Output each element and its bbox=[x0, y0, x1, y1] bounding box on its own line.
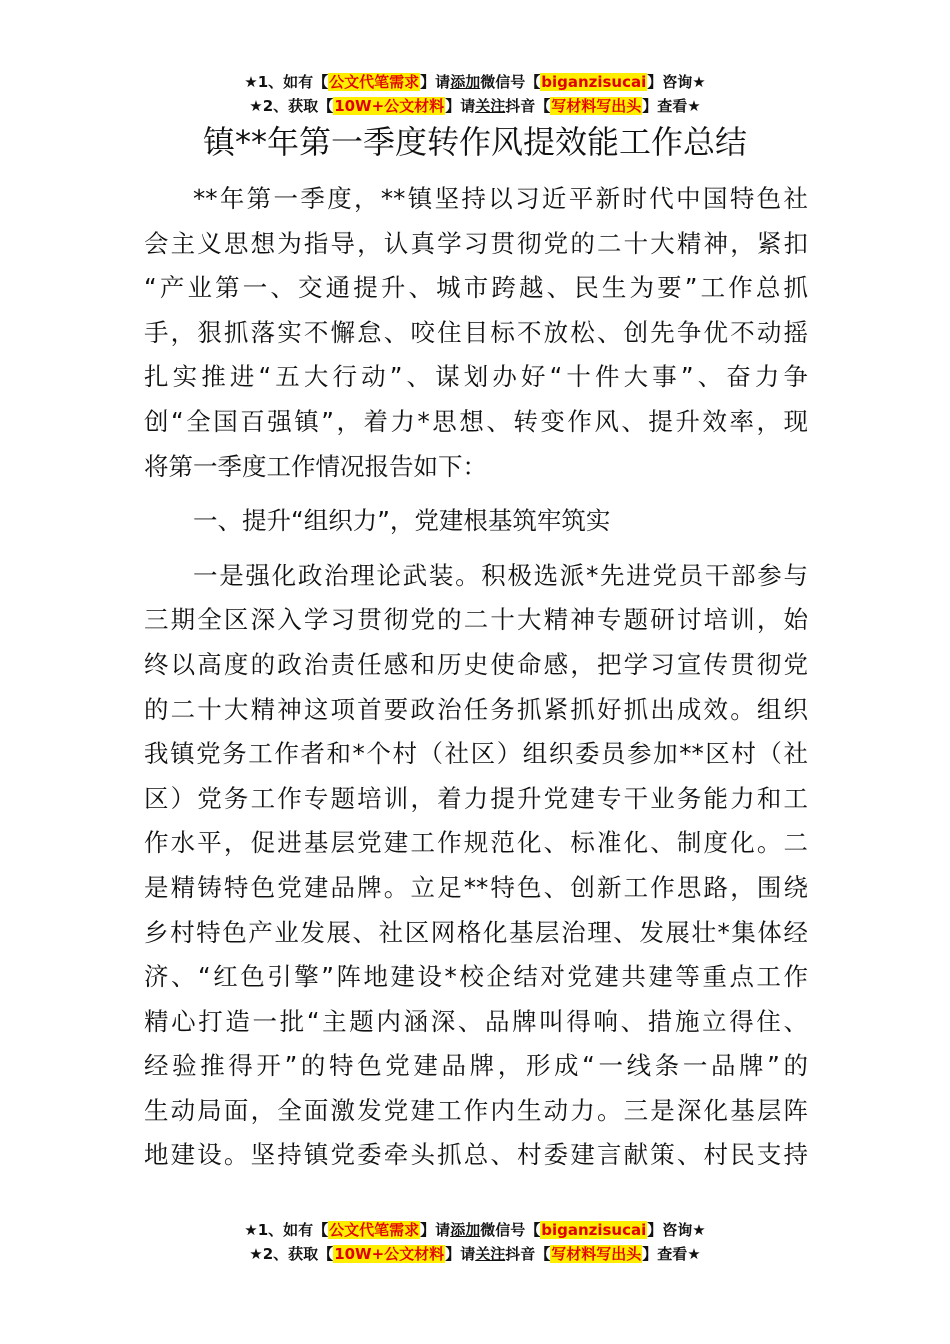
paragraph-1-line: 扎实推进“五大行动”、谋划办好“十件大事”、奋力争 bbox=[144, 362, 808, 392]
paragraph-2-line: 济、“红色引擎”阵地建设*校企结对党建共建等重点工作 bbox=[144, 962, 808, 992]
banner-line-2 bbox=[0, 94, 950, 118]
banner-text: ★2、获取【 bbox=[249, 1245, 334, 1263]
banner-text: 抖音【 bbox=[505, 1245, 551, 1263]
banner-text: ★1、如有【 bbox=[244, 73, 329, 91]
document-title: 镇**年第一季度转作风提效能工作总结 bbox=[202, 123, 747, 161]
banner-text: 】查看★ bbox=[642, 97, 701, 115]
banner-text: 】请 bbox=[420, 1221, 451, 1239]
banner-text: 】查看★ bbox=[642, 1245, 701, 1263]
paragraph-1-line: 将第一季度工作情况报告如下： bbox=[144, 451, 487, 481]
paragraph-1-line: **年第一季度，**镇坚持以习近平新时代中国特色社 bbox=[193, 184, 808, 213]
paragraph-1-line: “产业第一、交通提升、城市跨越、民生为要”工作总抓 bbox=[144, 273, 808, 303]
paragraph-2-line: 是精铸特色党建品牌。立足**特色、创新工作思路，围绕 bbox=[144, 872, 808, 902]
banner-highlight: 10W+公文材料 bbox=[334, 1245, 445, 1263]
banner-emphasis: 关注 bbox=[475, 1245, 506, 1263]
banner-highlight: 公文代笔需求 bbox=[329, 73, 420, 91]
paragraph-2-line: 精心打造一批“主题内涵深、品牌叫得响、措施立得住、 bbox=[144, 1006, 808, 1036]
banner-line-1 bbox=[0, 70, 950, 94]
paragraph-2-line: 的二十大精神这项首要政治任务抓紧抓好抓出成效。组织 bbox=[144, 694, 808, 724]
banner-highlight: 10W+公文材料 bbox=[334, 97, 445, 115]
paragraph-2-line: 乡村特色产业发展、社区网格化基层治理、发展壮*集体经 bbox=[144, 917, 808, 947]
banner-text: 】咨询★ bbox=[647, 73, 706, 91]
banner-text: 】请 bbox=[445, 97, 476, 115]
banner-douyin-account: 写材料写出头 bbox=[551, 1245, 642, 1263]
paragraph-2-line: 地建设。坚持镇党委牵头抓总、村委建言献策、村民支持 bbox=[144, 1140, 808, 1170]
paragraph-1-line: 会主义思想为指导，认真学习贯彻党的二十大精神，紧扣 bbox=[144, 228, 808, 258]
banner-text: 微信号【 bbox=[480, 73, 541, 91]
paragraph-2-line: 生动局面，全面激发党建工作内生动力。三是深化基层阵 bbox=[144, 1095, 808, 1125]
banner-line-2 bbox=[0, 1242, 950, 1266]
banner-wechat-id: biganzisucai bbox=[541, 1221, 647, 1239]
banner-emphasis: 关注 bbox=[475, 97, 506, 115]
banner-wechat-id: biganzisucai bbox=[541, 73, 647, 91]
banner-line-1 bbox=[0, 1218, 950, 1242]
banner-text: 】请 bbox=[420, 73, 451, 91]
banner-text: 】咨询★ bbox=[647, 1221, 706, 1239]
banner-text: ★2、获取【 bbox=[249, 97, 334, 115]
paragraph-2-line: 作水平，促进基层党建工作规范化、标准化、制度化。二 bbox=[144, 828, 808, 858]
banner-emphasis: 添加 bbox=[450, 1221, 481, 1239]
document-body bbox=[144, 177, 808, 1178]
banner-text: 微信号【 bbox=[480, 1221, 541, 1239]
paragraph-2-line: 三期全区深入学习贯彻党的二十大精神专题研讨培训，始 bbox=[144, 605, 808, 635]
footer-banner bbox=[0, 1218, 950, 1266]
paragraph-2-line: 我镇党务工作者和*个村（社区）组织委员参加**区村（社 bbox=[144, 739, 808, 769]
paragraph-2-line: 一是强化政治理论武装。积极选派*先进党员干部参与 bbox=[193, 560, 808, 590]
header-banner bbox=[0, 70, 950, 118]
banner-highlight: 公文代笔需求 bbox=[329, 1221, 420, 1239]
banner-text: 】请 bbox=[445, 1245, 476, 1263]
paragraph-2-line: 终以高度的政治责任感和历史使命感，把学习宣传贯彻党 bbox=[144, 649, 808, 679]
paragraph-1-line: 手，狠抓落实不懈怠、咬住目标不放松、创先争优不动摇 bbox=[144, 317, 808, 347]
banner-douyin-account: 写材料写出头 bbox=[551, 97, 642, 115]
paragraph-2-line: 区）党务工作专题培训，着力提升党建专干业务能力和工 bbox=[144, 783, 808, 813]
banner-emphasis: 添加 bbox=[450, 73, 481, 91]
paragraph-1-line: 创“全国百强镇”，着力*思想、转变作风、提升效率，现 bbox=[144, 406, 808, 436]
banner-text: 抖音【 bbox=[505, 97, 551, 115]
paragraph-2-line: 经验推得开”的特色党建品牌，形成“一线条一品牌”的 bbox=[144, 1051, 808, 1081]
banner-text: ★1、如有【 bbox=[244, 1221, 329, 1239]
section-heading-1: 一、提升“组织力”，党建根基筑牢筑实 bbox=[193, 506, 611, 536]
